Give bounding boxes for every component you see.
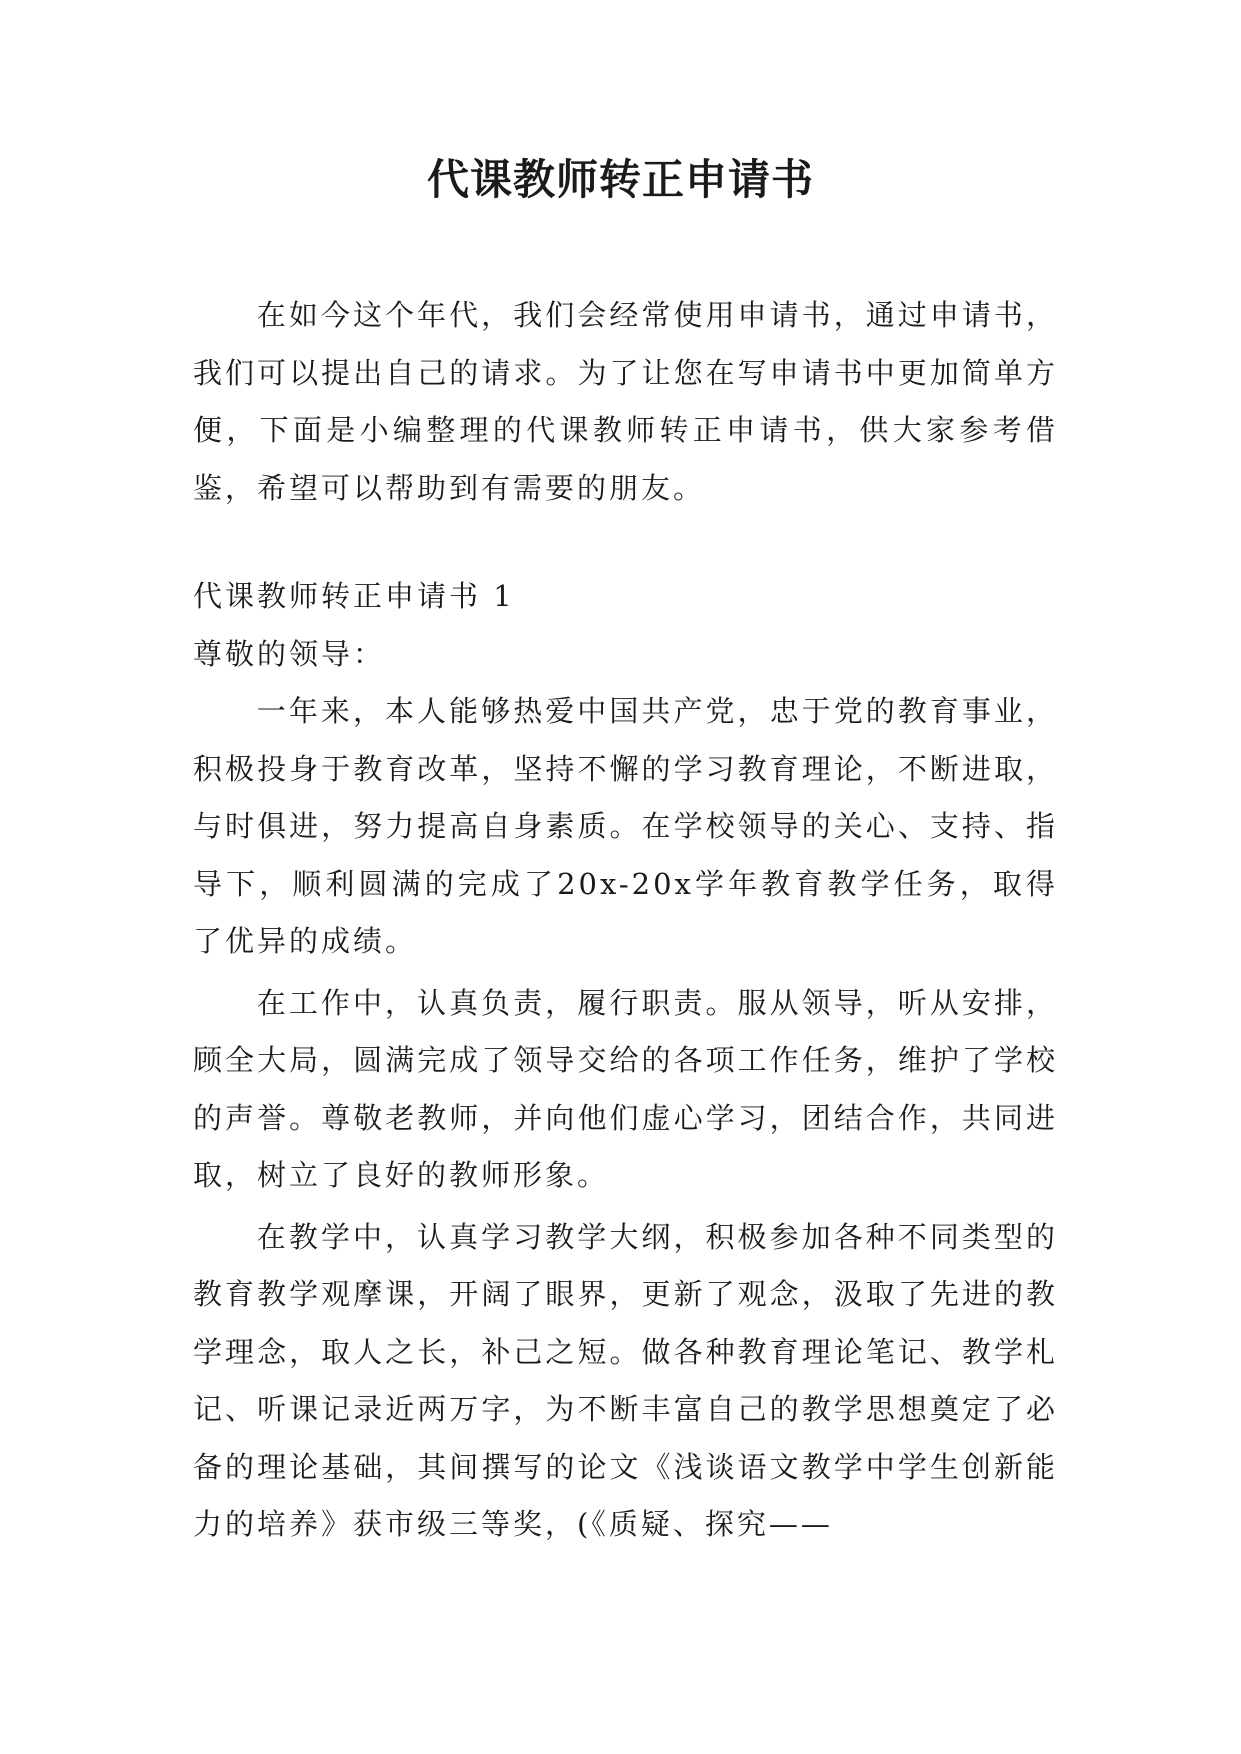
body-paragraph-2: 在工作中，认真负责，履行职责。服从领导，听从安排，顾全大局，圆满完成了领导交给的各项工作任务，维护了学校的声誉。尊敬老教师，并向他们虚心学习，团结合作，共同进取，树立了良好的教师形象。 xyxy=(193,985,1058,1192)
salutation: 尊敬的领导： xyxy=(193,636,386,671)
section-spacer xyxy=(193,517,1058,568)
intro-paragraph: 在如今这个年代，我们会经常使用申请书，通过申请书，我们可以提出自己的请求。为了让您在写申请书中更加简单方便，下面是小编整理的代课教师转正申请书，供大家参考借鉴，希望可以帮助到有需要的朋友。 xyxy=(193,298,1058,505)
document-title: 代课教师转正申请书 xyxy=(426,155,814,204)
document-body xyxy=(193,287,1058,1554)
body-paragraph-3: 在教学中，认真学习教学大纲，积极参加各种不同类型的教育教学观摩课，开阔了眼界，更新了观念，汲取了先进的教学理念，取人之长，补己之短。做各种教育理论笔记、教学札记、听课记录近两万字，为不断丰富自己的教学思想奠定了必备的理论基础，其间撰写的论文《浅谈语文教学中学生创新能力的培养》获市级三等奖，(《质疑、探究—— xyxy=(193,1219,1058,1541)
body-paragraph-1: 一年来，本人能够热爱中国共产党，忠于党的教育事业，积极投身于教育改革，坚持不懈的学习教育理论，不断进取，与时俱进，努力提高自身素质。在学校领导的关心、支持、指导下，顺利圆满的完成了20x-20x学年教育教学任务，取得了优异的成绩。 xyxy=(193,694,1058,958)
section-heading: 代课教师转正申请书 1 xyxy=(193,579,515,613)
